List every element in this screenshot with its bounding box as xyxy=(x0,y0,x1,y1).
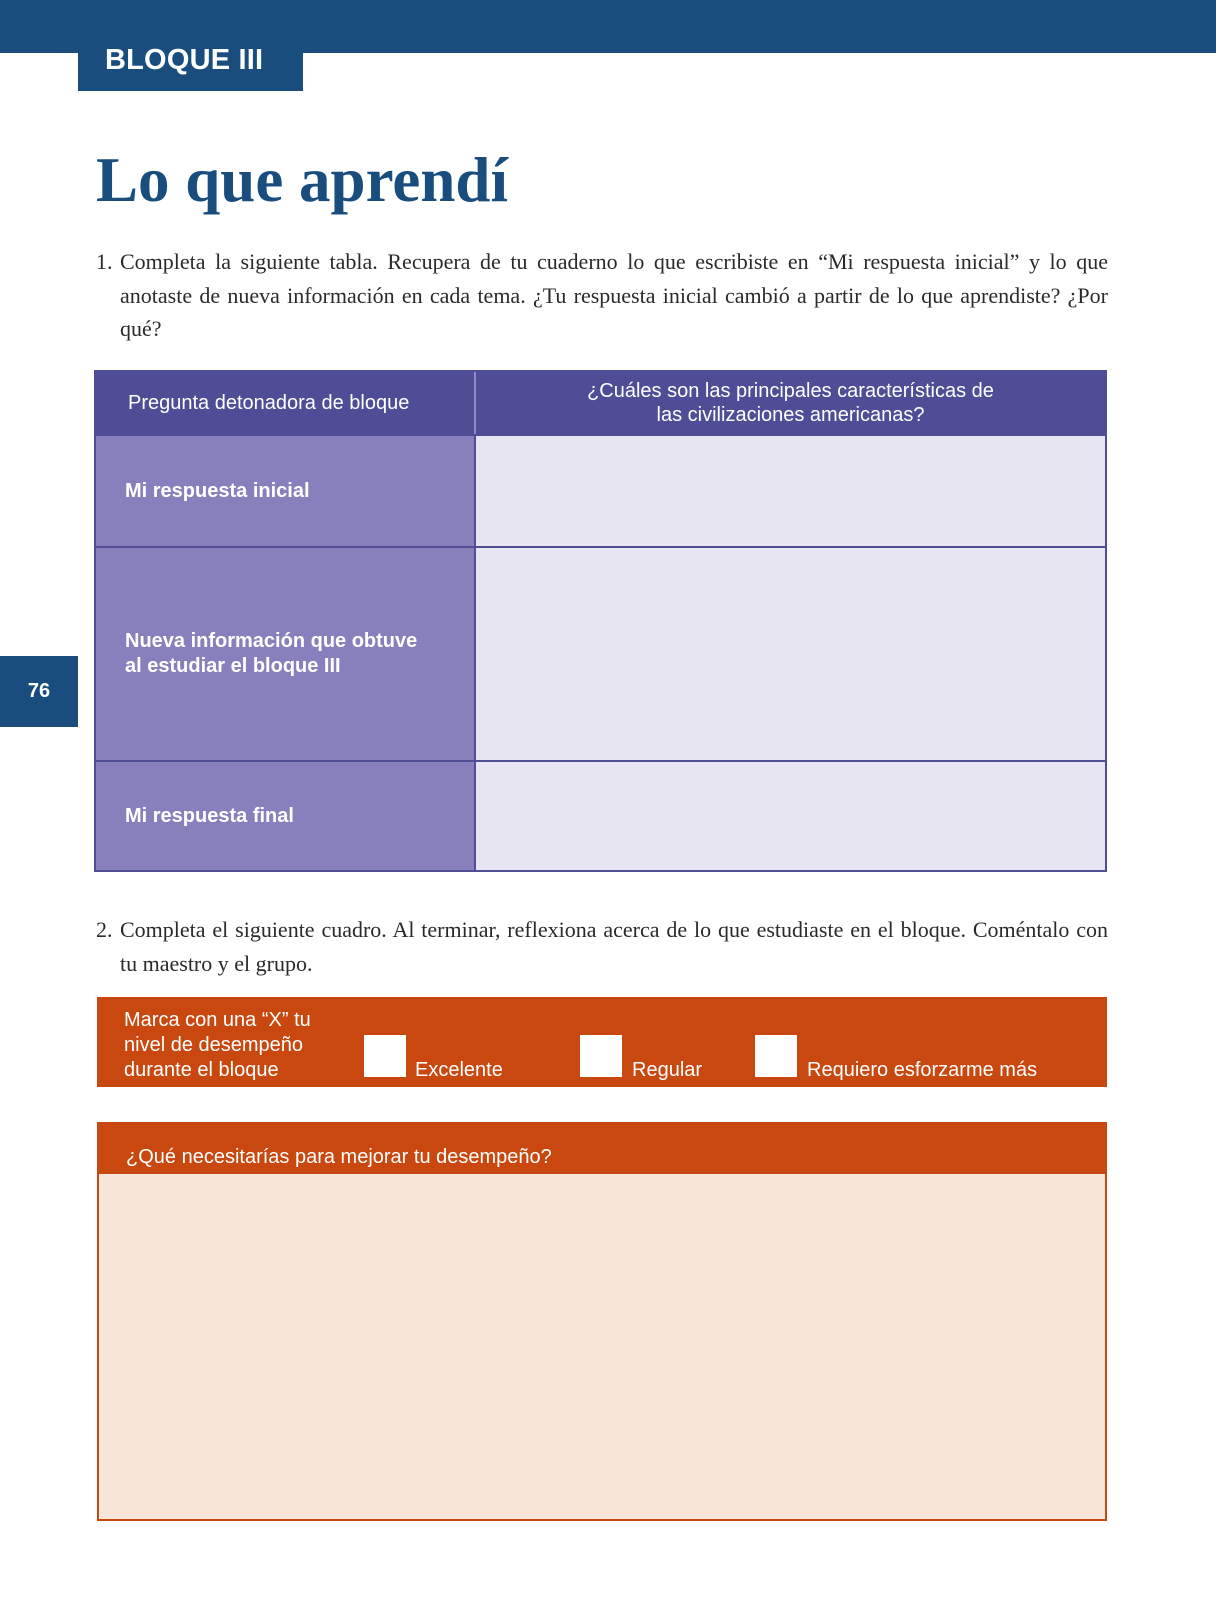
performance-bar xyxy=(97,997,1107,1087)
requiero-esforzarme-label: Requiero esforzarme más xyxy=(807,1059,1038,1081)
row-label-new-information xyxy=(96,548,476,760)
improvement-box xyxy=(97,1122,1107,1521)
row-label-final-answer: Mi respuesta final xyxy=(96,762,476,870)
initial-answer-field[interactable] xyxy=(476,436,1105,546)
improvement-question: ¿Qué necesitarías para mejorar tu desempeño? xyxy=(99,1124,1105,1174)
instruction-1-number: 1. xyxy=(96,249,113,274)
row-label-initial-answer: Mi respuesta inicial xyxy=(96,436,476,546)
instruction-2-text: Completa el siguiente cuadro. Al terminar, reflexiona acerca de lo que estudiaste en el bloque. Coméntalo con tu maestro y el grupo. xyxy=(120,917,1108,976)
performance-prompt: Marca con una “X” tu nivel de desempeño durante el bloque xyxy=(124,1009,311,1081)
regular-label: Regular xyxy=(632,1059,703,1081)
regular-checkbox[interactable] xyxy=(580,1035,622,1077)
page-title: Lo que aprendí xyxy=(96,145,508,215)
instruction-2-number: 2. xyxy=(96,917,113,942)
table-row xyxy=(96,434,1105,546)
question-table xyxy=(94,370,1107,872)
page-number: 76 xyxy=(0,656,78,727)
table-header-row xyxy=(96,372,1105,434)
table-header-label: Pregunta detonadora de bloque xyxy=(96,372,476,434)
improvement-answer-field[interactable] xyxy=(99,1174,1105,1519)
final-answer-field[interactable] xyxy=(476,762,1105,870)
table-row xyxy=(96,760,1105,870)
new-information-field[interactable] xyxy=(476,548,1105,760)
instruction-1-text: Completa la siguiente tabla. Recupera de tu cuaderno lo que escribiste en “Mi respuesta inicial” y lo que anotaste de nueva información en cada tema. ¿Tu respuesta inicial cambió a partir de lo que aprendiste? ¿Por qué? xyxy=(120,249,1108,341)
excelente-label: Excelente xyxy=(415,1059,503,1081)
row-label-new-information-text: Nueva información que obtuve al estudiar el bloque III xyxy=(125,630,418,677)
block-label: BLOQUE III xyxy=(78,30,303,91)
trigger-question-text: ¿Cuáles son las principales características de las civilizaciones americanas? xyxy=(587,380,994,426)
table-header-question xyxy=(476,372,1105,434)
instruction-2 xyxy=(96,913,1108,980)
requiero-esforzarme-checkbox[interactable] xyxy=(755,1035,797,1077)
excelente-checkbox[interactable] xyxy=(364,1035,406,1077)
table-row xyxy=(96,546,1105,760)
instruction-1 xyxy=(96,245,1108,346)
